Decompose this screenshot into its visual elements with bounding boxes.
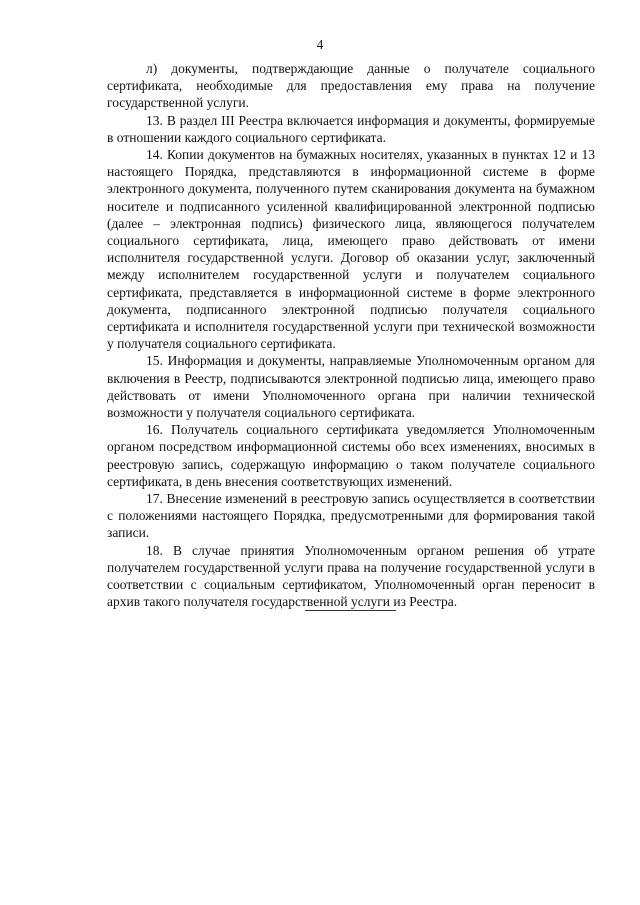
paragraph-18: 18. В случае принятия Уполномоченным органом решения об утрате получателем государственной услуги права на получение государственной услуги в соответствии с социальным сертификатом, Уполномоченный орган переносит в архив такого получателя государственной услуги из Реестра.: [107, 542, 595, 610]
paragraph-17: 17. Внесение изменений в реестровую запись осуществляется в соответствии с положениями настоящего Порядка, предусмотренными для формирования такой записи.: [107, 491, 595, 541]
page-number: 4: [316, 37, 324, 52]
paragraph-14: 14. Копии документов на бумажных носителях, указанных в пунктах 12 и 13 настоящего Порядка, представляются в информационной системе в форме электронного документа, полученного путем сканирования документа на бумажном носителе и подписанного усиленной квалифицированной электронной подписью (далее – электронная подпись) физического лица, являющегося получателем социального сертификата, лица, имеющего право действовать от имени исполнителя государственной услуги. Договор об оказании услуг, заключенный между исполнителем государственной услуги и получателем социального сертификата, представляется в информационной системе в форме электронного документа, подписанного электронной подписью получателя социального сертификата и исполнителя государственной услуги при технической возможности у получателя социального сертификата.: [107, 147, 595, 352]
end-separator-line: [305, 610, 396, 611]
paragraph-16: 16. Получатель социального сертификата уведомляется Уполномоченным органом посредством информационной системы обо всех изменениях, вносимых в реестровую запись, содержащую информацию о таком получателе социального сертификата, в день внесения соответствующих изменений.: [107, 422, 595, 489]
paragraph-13: 13. В раздел III Реестра включается информация и документы, формируемые в отношении каждого социального сертификата.: [107, 112, 595, 145]
paragraph-15: 15. Информация и документы, направляемые Уполномоченным органом для включения в Реестр, подписываются электронной подписью лица, имеющего право действовать от имени Уполномоченного органа при наличии технической возможности у получателя социального сертификата.: [107, 353, 595, 421]
paragraph-l: л) документы, подтверждающие данные о получателе социального сертификата, необходимые для предоставления ему права на получение государственной услуги.: [107, 61, 595, 111]
document-body: [107, 60, 595, 611]
